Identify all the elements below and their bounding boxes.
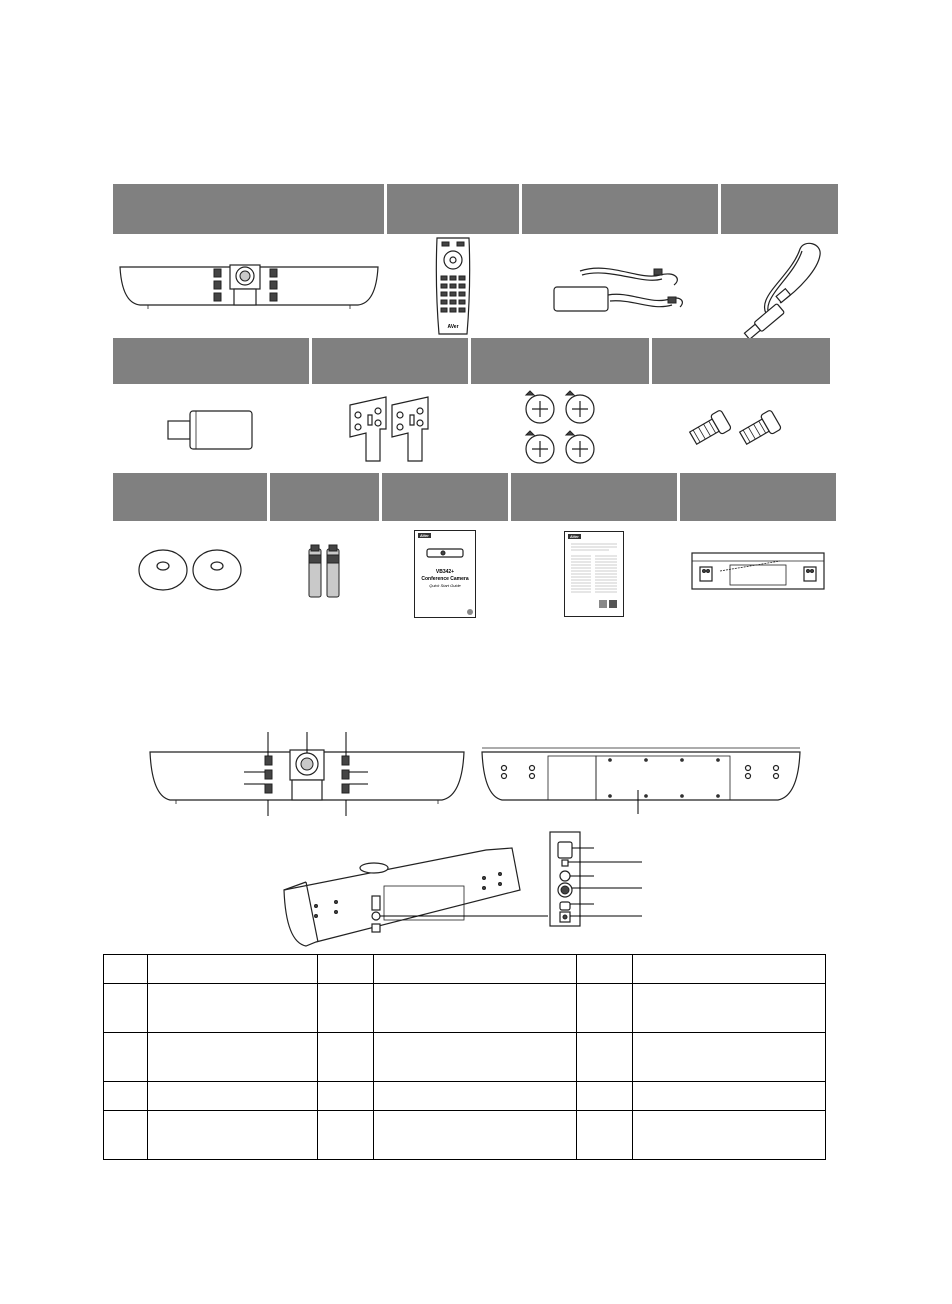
- wall-screws-image: [471, 386, 649, 472]
- warranty-brand: AVer: [570, 534, 579, 539]
- batteries-image: [270, 523, 379, 619]
- header-warranty-card: [511, 473, 677, 521]
- header-mounting-template: [680, 473, 836, 521]
- header-camera: [113, 184, 384, 234]
- header-remote: [387, 184, 519, 234]
- camera-back-view-diagram: [480, 744, 804, 816]
- header-rubber-pads: [113, 473, 267, 521]
- header-bracket-screws: [652, 338, 830, 384]
- header-wall-screws: [471, 338, 649, 384]
- camera-ports-diagram: [276, 830, 646, 952]
- bracket-screws-image: [652, 386, 830, 472]
- table-row: [104, 984, 826, 1033]
- qsg-model: VB342+: [435, 569, 455, 575]
- header-power-adapter: [522, 184, 718, 234]
- svg-text:AVer: AVer: [447, 324, 459, 330]
- parts-table: [103, 954, 826, 1160]
- quick-start-guide-image: [382, 523, 508, 619]
- camera-front-image: [113, 236, 384, 336]
- table-row: [104, 1111, 826, 1160]
- mounting-template-image: [680, 523, 836, 619]
- header-batteries: [270, 473, 379, 521]
- camera-front-view-diagram: [146, 728, 466, 818]
- qsg-corner-mark: [467, 609, 473, 615]
- remote-control-image: [387, 236, 519, 336]
- usb-adapter-image: [113, 386, 309, 472]
- header-usb-adapter: [113, 338, 309, 384]
- header-usb-cable: [721, 184, 838, 234]
- table-row: [104, 1082, 826, 1111]
- qsg-title: Conference Camera: [421, 576, 469, 582]
- table-row: [104, 1033, 826, 1082]
- qsg-brand: AVer: [420, 533, 429, 538]
- rubber-pads-image: [113, 523, 267, 619]
- table-row: [104, 955, 826, 984]
- qsg-subtitle: Quick Start Guide: [429, 583, 461, 588]
- header-quick-start-guide: [382, 473, 508, 521]
- usb-cable-image: [721, 236, 838, 336]
- power-adapter-image: [522, 236, 718, 336]
- wall-mount-bracket-image: [312, 386, 468, 472]
- warranty-card-image: [511, 523, 677, 619]
- header-wall-mount-brackets: [312, 338, 468, 384]
